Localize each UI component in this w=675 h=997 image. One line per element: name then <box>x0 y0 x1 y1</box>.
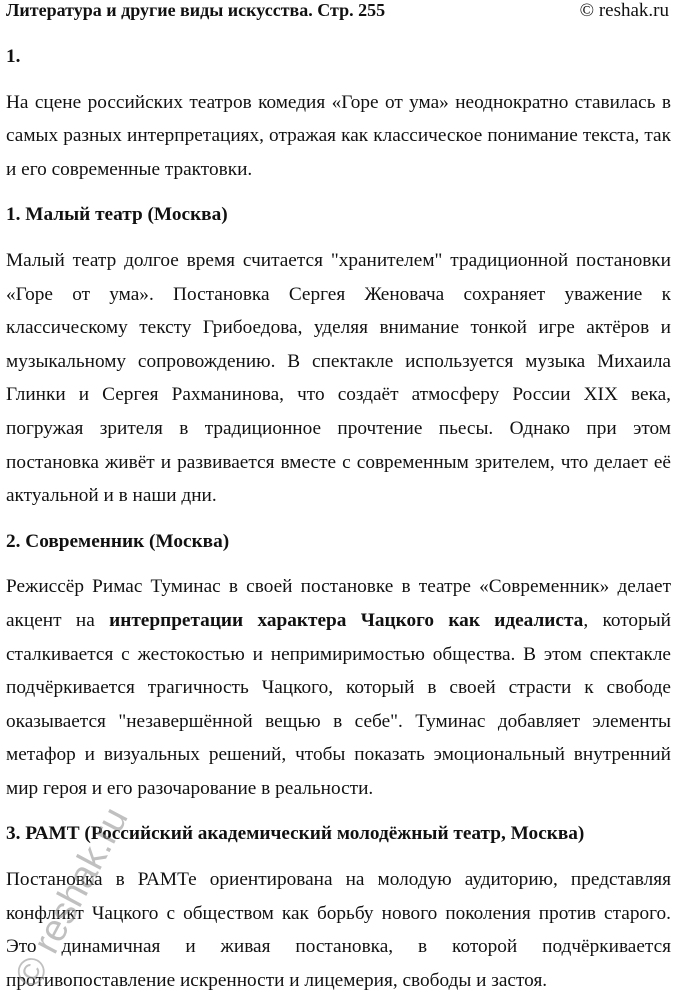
page-title: Литература и другие виды искусства. Стр. 255 <box>6 0 386 20</box>
watermark: © reshak.ru <box>7 800 137 995</box>
section-text-ramt: Постановка в РАМТе ориентирована на молодую аудиторию, представляя конфликт Чацкого с обществом как борьбу нового поколения против старого. Это динамичная и живая постановка, в которой подчёркивается противопоставление искренности и лицемерия, свободы и застоя. <box>6 869 671 991</box>
section-text-maly: Малый театр долгое время считается "хранителем" традиционной постановки «Горе от ума». Постановка Сергея Женовача сохраняет уважение к классическому тексту Грибоедова, уделяя внимание тонкой игре актёров и музыкальному сопровождению. В спектакле используется музыка Михаила Глинки и Сергея Рахманинова, что создаёт атмосферу России XIX века, погружая зрителя в традиционное прочтение пьесы. Однако при этом постановка живёт и развивается вместе с современным зрителем, что делает её актуальной и в наши дни. <box>6 249 671 507</box>
intro-paragraph: На сцене российских театров комедия «Горе от ума» неоднократно ставилась в самых разных интерпретациях, отражая как классическое понимание текста, так и его современные трактовки. <box>6 91 671 180</box>
document-body <box>6 40 671 997</box>
task-number: 1. <box>6 46 21 67</box>
site-label: © reshak.ru <box>579 0 669 21</box>
page-header <box>6 0 669 22</box>
section-heading-maly: 1. Малый театр (Москва) <box>6 204 228 226</box>
text-part: , который сталкивается с жестокостью и непримиримостью общества. В этом спектакле подчёркивается трагичность Чацкого, который в своей страсти к свободе оказывается "незавершённой вещью в себе". Туминас добавляет элементы метафор и визуальных решений, чтобы показать эмоциональный внутренний мир героя и его разочарование в реальности. <box>6 609 671 799</box>
emphasis-text: интерпретации характера Чацкого как идеалиста <box>109 609 584 631</box>
section-heading-ramt: 3. РАМТ (Российский академический молодёжный театр, Москва) <box>6 823 585 845</box>
section-text-sovremennik <box>6 570 671 805</box>
text-part: Режиссёр Римас Туминас в своей постановке в театре «Современник» делает акцент на <box>6 576 671 631</box>
section-heading-sovremennik: 2. Современник (Москва) <box>6 530 230 552</box>
